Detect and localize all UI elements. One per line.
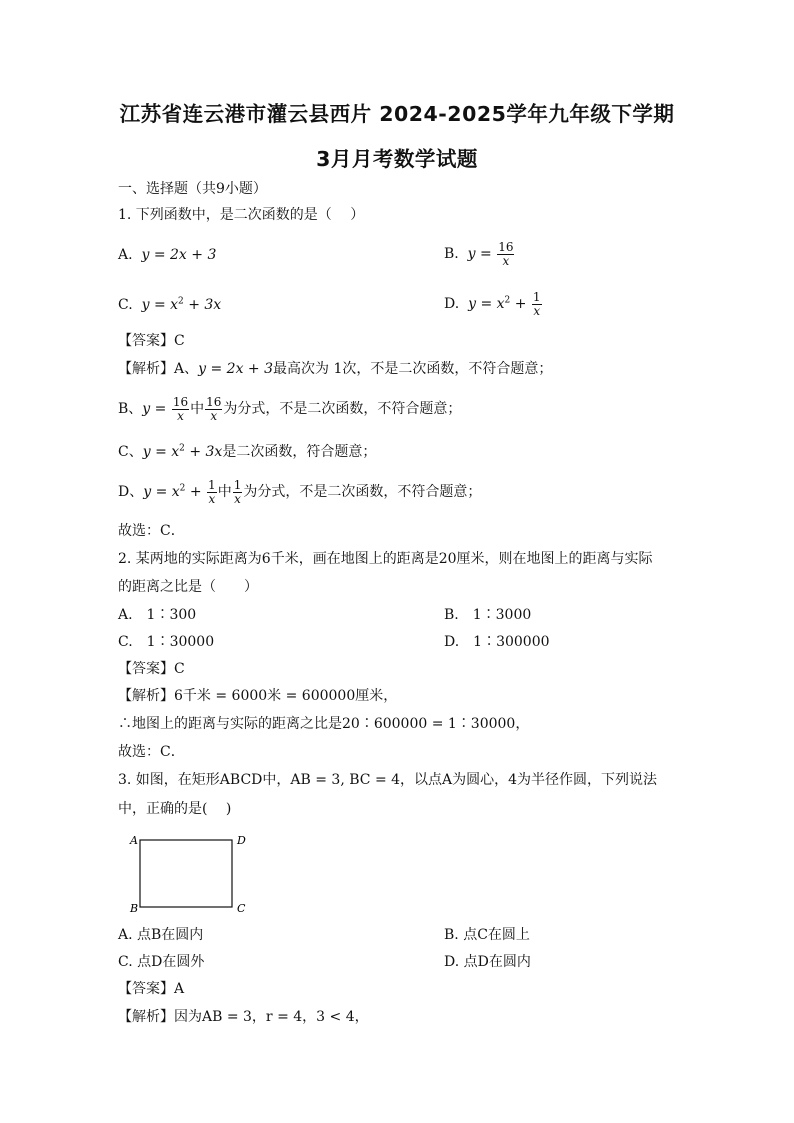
q3-stem-line2: 中，正确的是( ) bbox=[118, 801, 232, 817]
q2-option-d: D. 1∶300000 bbox=[444, 634, 550, 650]
fraction-numerator: 1 bbox=[208, 477, 216, 492]
q2-explanation-line1: 【解析】6千米 = 6000米 = 600000厘米， bbox=[118, 688, 398, 704]
exp-head: C、 bbox=[118, 444, 143, 460]
exp-lhs: y = bbox=[142, 401, 167, 417]
plus-sign: + bbox=[189, 484, 202, 500]
rectangle-abcd-figure bbox=[126, 832, 266, 914]
exp-head: 【解析】A、 bbox=[118, 361, 199, 377]
vertex-label-c: C bbox=[237, 902, 246, 914]
q3-answer: 【答案】A bbox=[118, 981, 185, 997]
q2-answer: 【答案】C bbox=[118, 661, 185, 677]
q3-option-a: A. 点B在圆内 bbox=[118, 927, 204, 943]
q1-option-b bbox=[444, 238, 515, 270]
q2-option-a: A. 1∶300 bbox=[118, 607, 197, 623]
q1-option-b-fraction bbox=[497, 241, 514, 268]
exp-tail: 为分式，不是二次函数，不符合题意； bbox=[243, 484, 482, 500]
q2-stem-line2: 的距离之比是（ ） bbox=[118, 579, 258, 595]
q1-option-d bbox=[444, 288, 543, 320]
fraction bbox=[172, 396, 189, 423]
fraction-denominator: x bbox=[502, 253, 510, 268]
exp-rhs: + 3x bbox=[189, 444, 223, 460]
exp-head: D、 bbox=[118, 484, 144, 500]
q1-explanation-d bbox=[118, 476, 481, 508]
exp-expr: y = 2x + 3 bbox=[198, 361, 274, 377]
fraction-denominator: x bbox=[177, 408, 184, 423]
exp-tail: 最高次为 1次，不是二次函数，不符合题意； bbox=[273, 361, 553, 377]
q3-stem-line1: 3. 如图，在矩形ABCD中，AB = 3, BC = 4，以点A为圆心，4为半径作圆，下列说法 bbox=[118, 772, 658, 788]
plus-sign: + bbox=[514, 296, 527, 312]
exp-lhs: y = x bbox=[142, 444, 180, 460]
q1-option-c-lhs: y = x bbox=[141, 297, 179, 313]
fraction-denominator: x bbox=[234, 491, 241, 506]
fraction-denominator: x bbox=[533, 303, 541, 318]
exponent: 2 bbox=[504, 295, 511, 306]
q1-answer: 【答案】C bbox=[118, 333, 185, 349]
q1-stem: 1. 下列函数中，是二次函数的是（ ） bbox=[118, 207, 365, 223]
doc-title-line2: 3月月考数学试题 bbox=[316, 147, 478, 171]
q1-explanation-c bbox=[118, 443, 376, 461]
exp-mid: 中 bbox=[190, 401, 205, 417]
fraction bbox=[205, 396, 222, 423]
exponent: 2 bbox=[178, 296, 184, 307]
q1-conclusion: 故选：C． bbox=[118, 523, 185, 539]
exp-mid: 中 bbox=[217, 484, 232, 500]
exp-lhs: y = x bbox=[143, 484, 180, 500]
fraction bbox=[233, 479, 243, 506]
q1-explanation-a bbox=[118, 360, 552, 378]
q1-option-c bbox=[118, 296, 221, 314]
q1-option-b-lhs: y = bbox=[467, 246, 492, 262]
fraction-numerator: 16 bbox=[206, 394, 222, 409]
vertex-label-a: A bbox=[130, 834, 138, 847]
vertex-label-b: B bbox=[130, 902, 139, 914]
exponent: 2 bbox=[179, 483, 186, 494]
fraction bbox=[207, 479, 217, 506]
q1-option-c-rhs: + 3x bbox=[188, 297, 222, 313]
q1-explanation-b bbox=[118, 393, 461, 425]
q2-conclusion: 故选：C． bbox=[118, 744, 185, 760]
q3-option-b: B. 点C在圆上 bbox=[444, 927, 530, 943]
fraction-numerator: 1 bbox=[532, 289, 541, 304]
doc-title-line1: 江苏省连云港市灌云县西片 2024-2025学年九年级下学期 bbox=[119, 102, 675, 126]
exp-head: B、 bbox=[118, 401, 143, 417]
fraction-numerator: 16 bbox=[498, 239, 514, 254]
q2-stem-line1: 2. 某两地的实际距离为6千米，画在地图上的距离是20厘米，则在地图上的距离与实际 bbox=[118, 551, 653, 567]
q2-option-c: C. 1∶30000 bbox=[118, 634, 215, 650]
q1-option-d-label: D. bbox=[444, 296, 460, 312]
fraction-denominator: x bbox=[210, 408, 218, 423]
exp-tail: 为分式，不是二次函数，不符合题意； bbox=[223, 401, 462, 417]
q2-option-b: B. 1∶3000 bbox=[444, 607, 532, 623]
fraction-denominator: x bbox=[208, 491, 216, 506]
q1-option-a-expr: y = 2x + 3 bbox=[141, 247, 217, 263]
q1-option-a bbox=[118, 246, 216, 264]
q3-option-c: C. 点D在圆外 bbox=[118, 954, 205, 970]
q3-explanation-line1: 【解析】因为AB = 3，r = 4，3 < 4， bbox=[118, 1009, 369, 1025]
rectangle-shape bbox=[140, 840, 232, 907]
exponent: 2 bbox=[179, 443, 185, 454]
fraction-numerator: 16 bbox=[172, 394, 189, 409]
vertex-label-d: D bbox=[237, 834, 246, 847]
q1-option-a-label: A. bbox=[118, 247, 133, 263]
section-heading: 一、选择题（共9小题） bbox=[118, 181, 267, 197]
q3-option-d: D. 点D在圆内 bbox=[444, 954, 531, 970]
q2-explanation-line2: ∴地图上的距离与实际的距离之比是20∶600000 = 1∶30000， bbox=[118, 716, 530, 732]
q1-option-c-label: C. bbox=[118, 297, 133, 313]
q1-option-d-fraction bbox=[532, 291, 542, 318]
q1-option-d-lhs: y = x bbox=[468, 296, 505, 312]
exp-tail: 是二次函数，符合题意； bbox=[222, 444, 377, 460]
q1-option-b-label: B. bbox=[444, 246, 459, 262]
fraction-numerator: 1 bbox=[233, 477, 242, 492]
